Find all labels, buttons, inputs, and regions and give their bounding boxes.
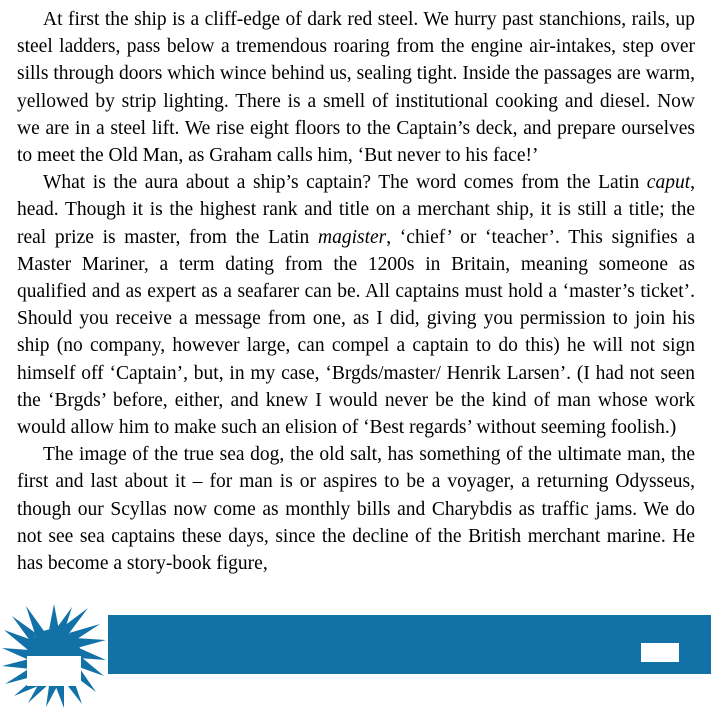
paragraph-3: The image of the true sea dog, the old salt, has something of the ultimate man, the first and last about it – for man is or aspires to be a voyager, a returning Odysseus, though our Scyllas now come as monthly bills and Charybdis as traffic jams. We do not see sea captains these days, since the decline of the British merchant marine. He has become a story-book figure, [17, 444, 695, 575]
latin-term-caput: caput [646, 172, 691, 194]
paragraph-2-part-3: , ‘chief’ or ‘teacher’. This signifies a Master Mariner, a term dating from the 1200s in Britain, meaning someone as qualified and as expert as a seafarer can be. All captains must hold a ‘master’s ticket’. Should you receive a message from one, as I did, giving you permission to join his ship (no company, however large, can compel a captain to do this) he will not sign himself off ‘Captain’, but, in my case, ‘Brgds/master/ Henrik Larsen’. (I had not seen the ‘Brgds’ before, either, and knew I would never be the kind of man whose work would allow him to make such an elision of ‘Best regards’ without seeming foolish.) [17, 226, 695, 439]
paragraph-2-part-1: What is the aura about a ship’s captain? The word comes from the Latin [43, 172, 647, 194]
paragraph-2-part-2: , head. Though it is the highest rank and title on a merchant ship, it is still a title; the real prize is master, from the Latin [17, 172, 695, 248]
paragraph-1: At first the ship is a cliff-edge of dark red steel. We hurry past stanchions, rails, up steel ladders, pass below a tremendous roaring from the engine air-intakes, step over sills through doors which wince behind us, sealing tight. Inside the passages are warm, yellowed by strip lighting. There is a smell of institutional cooking and diesel. Now we are in a steel lift. We rise eight floors to the Captain’s deck, and prepare ourselves to meet the Old Man, as Graham calls him, ‘But never to his face!’ [17, 9, 695, 167]
body-text-column [17, 6, 695, 577]
sunburst-logo-icon [2, 604, 106, 708]
banner-bar-secondary [108, 662, 711, 674]
paragraph-2 [17, 169, 695, 441]
banner-bar-primary [108, 615, 711, 662]
latin-term-magister: magister [317, 226, 387, 248]
banner-bar-notch [641, 643, 679, 662]
bottom-banner [0, 604, 711, 708]
